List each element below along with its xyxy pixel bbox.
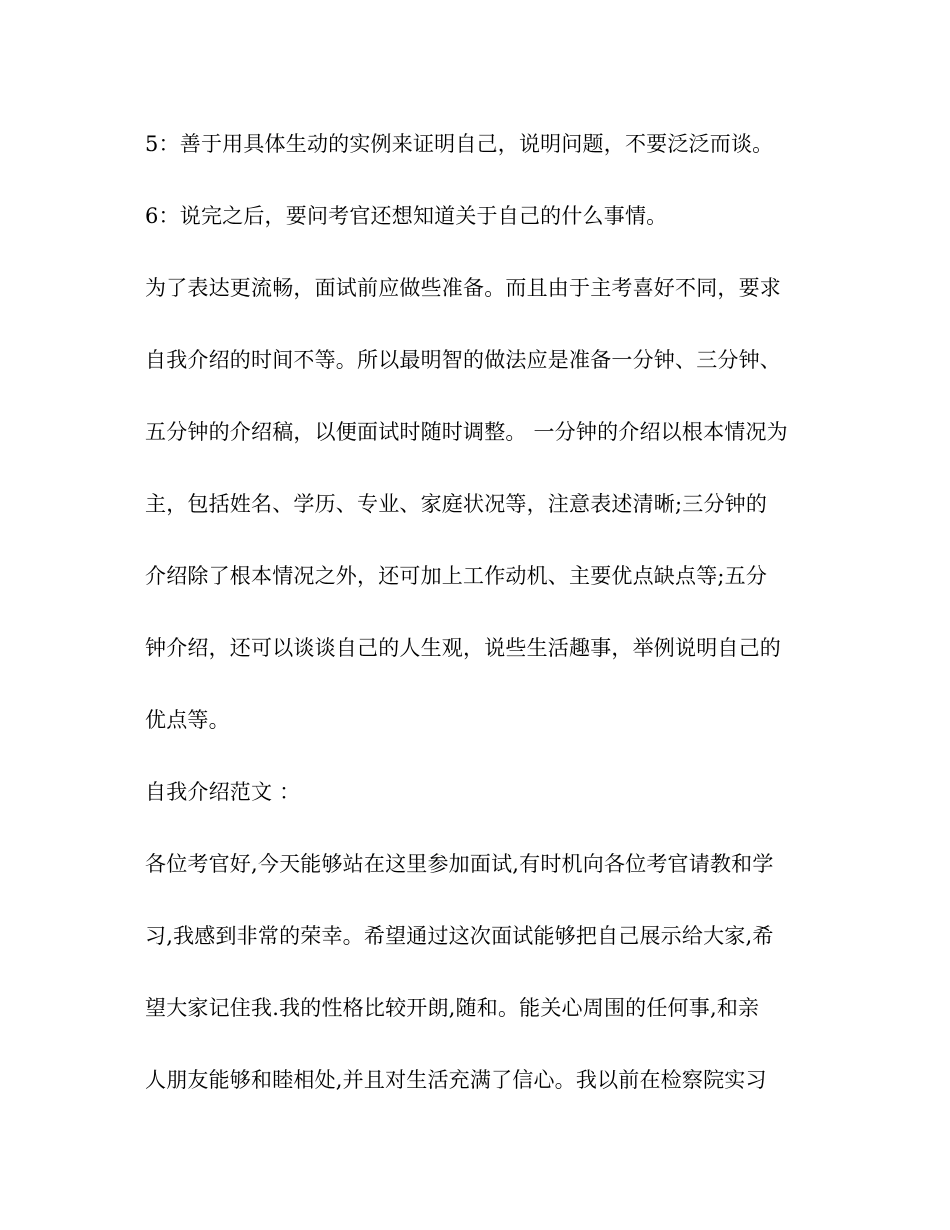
text-line: 介绍除了根本情况之外，还可加上工作动机、主要优点缺点等;五分 xyxy=(145,564,768,588)
text-line: 自我介绍的时间不等。所以最明智的做法应是准备一分钟、三分钟、 xyxy=(145,348,781,372)
text-line: 人朋友能够和睦相处,并且对生活充满了信心。我以前在检察院实习 xyxy=(145,1068,767,1092)
text-line: 钟介绍，还可以谈谈自己的人生观，说些生活趣事，举例说明自己的 xyxy=(145,636,781,660)
text-line: 主，包括姓名、学历、专业、家庭状况等，注意表述清晰;三分钟的 xyxy=(145,492,768,516)
text-line: 习,我感到非常的荣幸。希望通过这次面试能够把自己展示给大家,希 xyxy=(145,924,774,948)
text-line: 5：善于用具体生动的实例来证明自己，说明问题，不要泛泛而谈。 xyxy=(145,132,774,156)
text-line: 为了表达更流畅，面试前应做些准备。而且由于主考喜好不同，要求 xyxy=(145,276,781,300)
text-line: 优点等。 xyxy=(145,708,230,732)
text-line: 五分钟的介绍稿，以便面试时随时调整。 一分钟的介绍以根本情况为 xyxy=(145,420,788,444)
section-heading: 自我介绍范文 ： xyxy=(145,780,301,804)
text-line: 望大家记住我.我的性格比较开朗,随和。能关心周围的任何事,和亲 xyxy=(145,996,760,1020)
text-line: 6：说完之后，要问考官还想知道关于自己的什么事情。 xyxy=(145,204,668,228)
text-line: 各位考官好,今天能够站在这里参加面试,有时机向各位考官请教和学 xyxy=(145,852,774,876)
